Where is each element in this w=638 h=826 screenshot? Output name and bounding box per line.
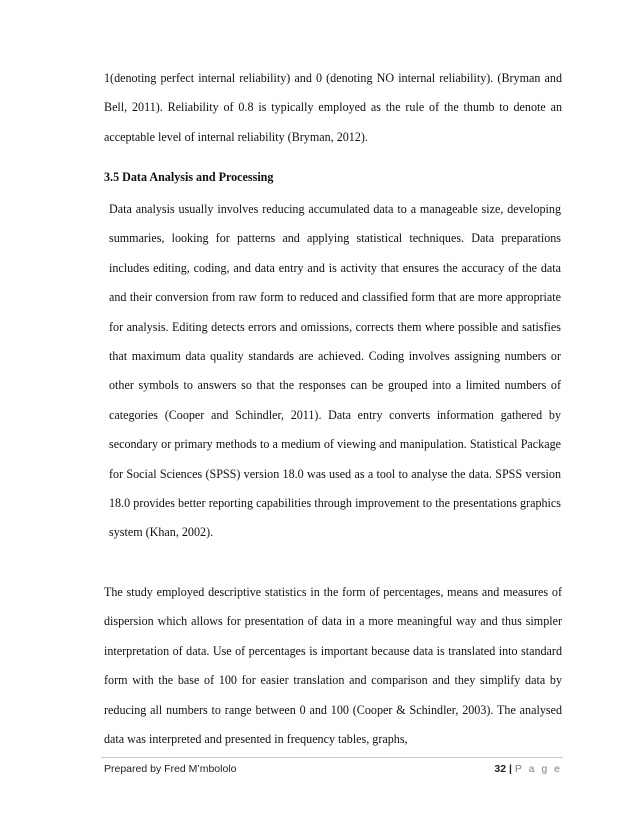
paragraph-reliability: 1(denoting perfect internal reliability) and 0 (denoting NO internal reliability). (Bryman and Bell, 2011). Reliability of 0.8 is typically employed as the rule of the thumb to denote an acceptable level of internal reliability (Bryman, 2012).	[104, 71, 562, 144]
footer-author: Prepared by Fred M’mbololo	[104, 763, 237, 775]
page-number: 32	[494, 763, 507, 775]
section-heading: 3.5 Data Analysis and Processing	[104, 170, 274, 184]
paragraph-data-analysis: Data analysis usually involves reducing accumulated data to a manageable size, developing summaries, looking for patterns and applying statistical techniques. Data preparations includes editing, coding, and data entry and is activity that ensures the accuracy of the data and their conversion from raw form to reduced and classified form that are more appropriate for analysis. Editing detects errors and omissions, corrects them where possible and satisfies that maximum data quality standards are achieved. Coding involves assigning numbers or other symbols to answers so that the responses can be grouped into a limited numbers of categories (Cooper and Schindler, 2011). Data entry converts information gathered by secondary or primary methods to a medium of viewing and manipulation. Statistical Package for Social Sciences (SPSS) version 18.0 was used as a tool to analyse the data. SPSS version 18.0 provides better reporting capabilities through improvement to the presentations graphics system (Khan, 2002).	[109, 202, 561, 540]
page-word: P a g e	[514, 763, 562, 775]
footer-separator: |	[509, 763, 512, 775]
footer-divider	[101, 757, 563, 758]
footer-page-label	[494, 761, 562, 777]
paragraph-descriptive-statistics: The study employed descriptive statistics in the form of percentages, means and measures of dispersion which allows for presentation of data in a more meaningful way and thus simpler interpretation of data. Use of percentages is important because data is translated into standard form with the base of 100 for easier translation and comparison and they simplify data by reducing all numbers to range between 0 and 100 (Cooper & Schindler, 2003). The analysed data was interpreted and presented in frequency tables, graphs,	[104, 585, 562, 747]
